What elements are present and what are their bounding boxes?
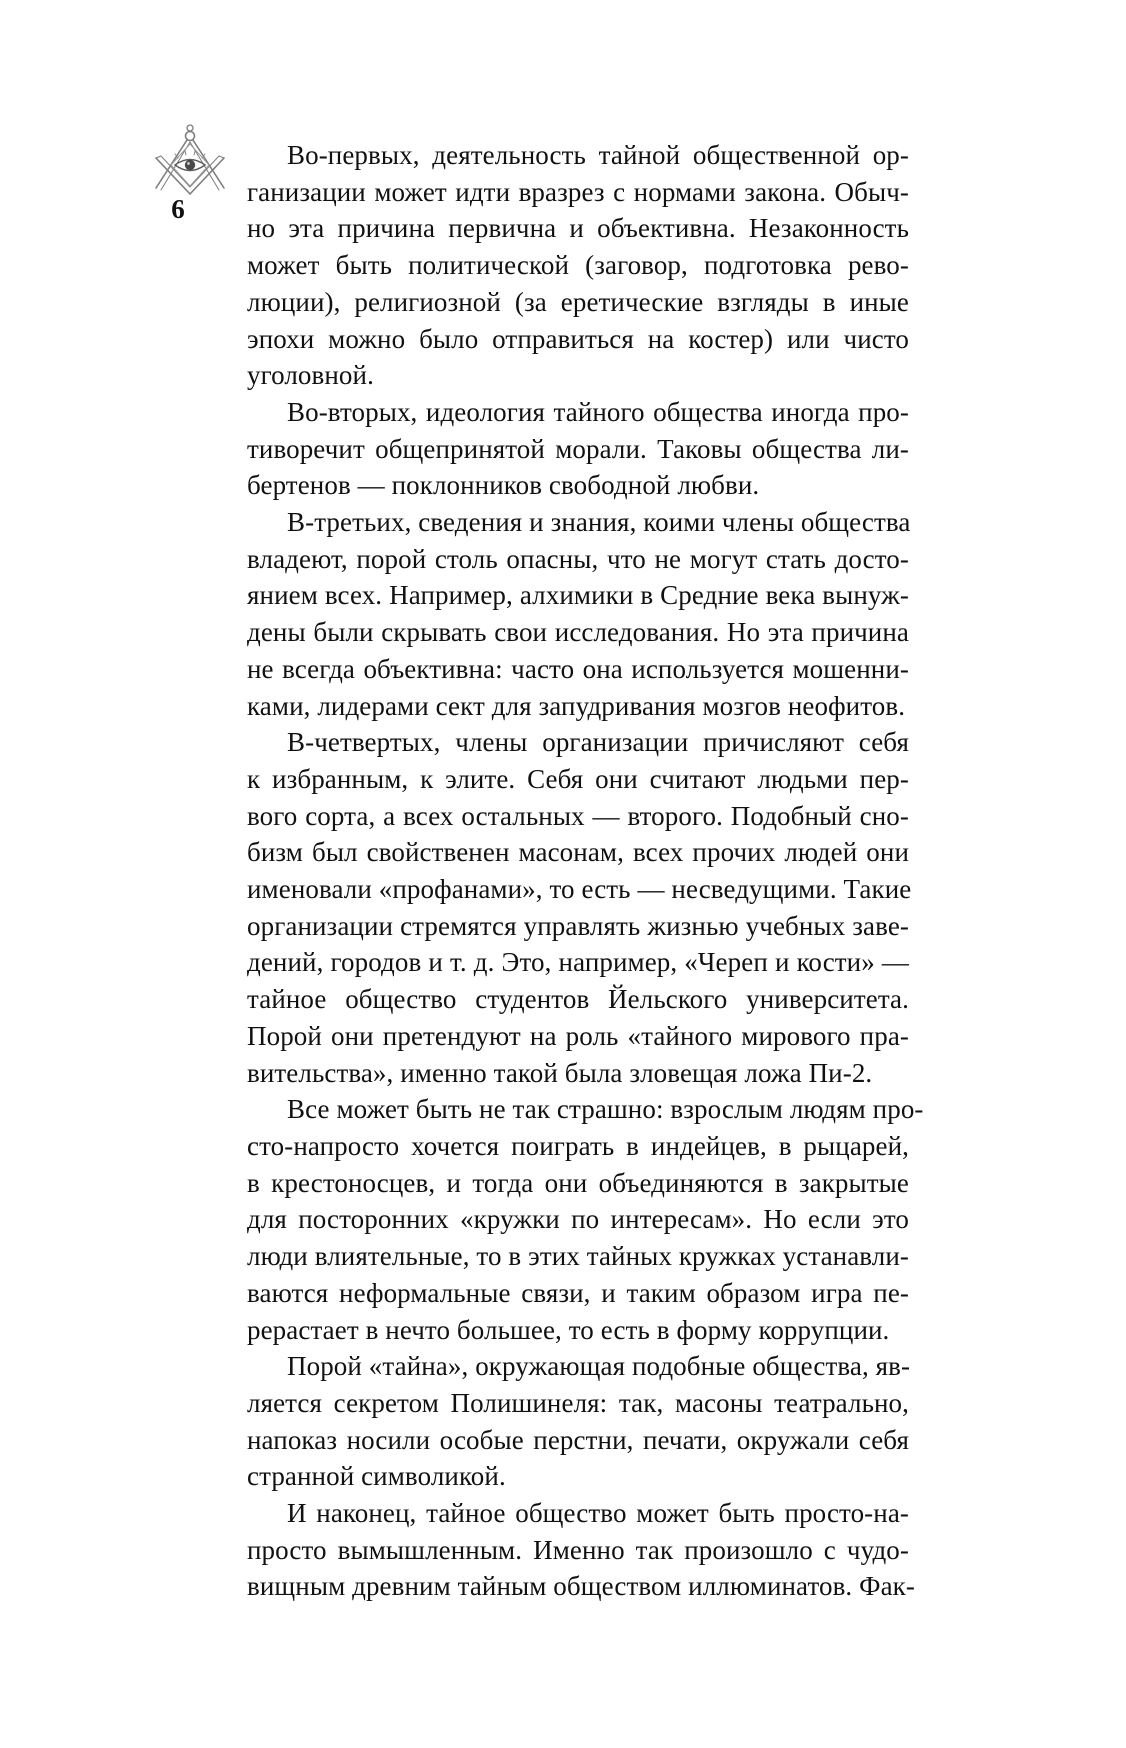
text-line: владеют, порой столь опасны, что не могут стать досто- xyxy=(247,543,909,574)
text-block xyxy=(247,137,924,1605)
text-line: странной символикой. xyxy=(247,1461,506,1492)
text-line: В-четвертых, члены организации причисляют себя xyxy=(287,727,909,758)
text-line: для посторонних «кружки по интересам». Но если это xyxy=(247,1204,909,1235)
text-line: может быть политической (заговор, подготовка рево- xyxy=(247,250,909,281)
paragraph xyxy=(247,394,909,504)
text-line: организации стремятся управлять жизнью учебных заве- xyxy=(247,910,909,941)
text-line: вого сорта, а всех остальных — второго. Подобный сно- xyxy=(247,800,909,831)
text-line: рерастает в нечто большее, то есть в форму коррупции. xyxy=(247,1314,890,1345)
text-line: В-третьих, сведения и знания, коими члены общества xyxy=(287,507,911,538)
text-line: дены были скрывать свои исследования. Но эта причина xyxy=(247,617,909,648)
paragraph xyxy=(247,724,912,1091)
paragraph xyxy=(247,504,909,724)
text-line: но эта причина первична и объективна. Незаконность xyxy=(247,213,909,244)
text-line: янием всех. Например, алхимики в Средние века вынуж- xyxy=(247,580,909,611)
text-line: бизм был свойственен масонам, всех прочих людей они xyxy=(247,837,909,868)
text-line: бертенов — поклонников свободной любви. xyxy=(247,470,760,501)
text-line: эпохи можно было отправиться на костер) или чисто xyxy=(247,323,909,354)
text-line: И наконец, тайное общество может быть просто-на- xyxy=(287,1498,909,1529)
text-line: ляется секретом Полишинеля: так, масоны театрально, xyxy=(247,1387,909,1418)
text-line: ваются неформальные связи, и таким образом игра пе- xyxy=(247,1277,909,1308)
text-line: не всегда объективна: часто она используется мошенни- xyxy=(247,653,909,684)
text-line: в крестоносцев, и тогда они объединяются в закрытые xyxy=(247,1167,909,1198)
text-line: вительства», именно такой была зловещая ложа Пи-2. xyxy=(247,1057,873,1088)
page-number: 6 xyxy=(171,194,185,224)
text-line: просто вымышленным. Именно так произошло с чудо- xyxy=(247,1534,909,1565)
text-line: Во-вторых, идеология тайного общества иногда про- xyxy=(287,396,909,427)
text-line: Во-первых, деятельность тайной общественной ор- xyxy=(287,140,909,170)
paragraph xyxy=(247,1348,909,1495)
text-line: тиворечит общепринятой морали. Таковы общества ли- xyxy=(247,433,909,464)
text-line: к избранным, к элите. Себя они считают людьми пер- xyxy=(247,763,909,794)
text-line: Порой «тайна», окружающая подобные общества, яв- xyxy=(287,1351,911,1382)
text-line: люции), религиозной (за еретические взгляды в иные xyxy=(247,286,909,317)
paragraph xyxy=(247,1091,924,1348)
text-line: Все может быть не так страшно: взрослым людям про- xyxy=(287,1094,924,1125)
paragraph xyxy=(247,1495,915,1605)
text-line: дений, городов и т. д. Это, например, «Череп и кости» — xyxy=(247,947,909,978)
text-line: сто-напросто хочется поиграть в индейцев, в рыцарей, xyxy=(247,1130,909,1161)
text-line: Порой они претендуют на роль «тайного мирового пра- xyxy=(247,1020,909,1051)
paragraph xyxy=(247,137,909,394)
text-line: напоказ носили особые перстни, печати, окружали себя xyxy=(247,1424,909,1455)
text-line: тайное общество студентов Йельского университета. xyxy=(247,984,909,1015)
text-line: ками, лидерами сект для запудривания мозгов неофитов. xyxy=(247,690,906,721)
text-line: именовали «профанами», то есть — несведущими. Такие xyxy=(247,874,912,905)
text-line: ганизации может идти вразрез с нормами закона. Обыч- xyxy=(247,176,909,207)
text-line: уголовной. xyxy=(247,360,374,391)
text-line: вищным древним тайным обществом иллюминатов. Фак- xyxy=(247,1571,915,1602)
text-line: люди влиятельные, то в этих тайных кружках устанавли- xyxy=(247,1241,909,1272)
